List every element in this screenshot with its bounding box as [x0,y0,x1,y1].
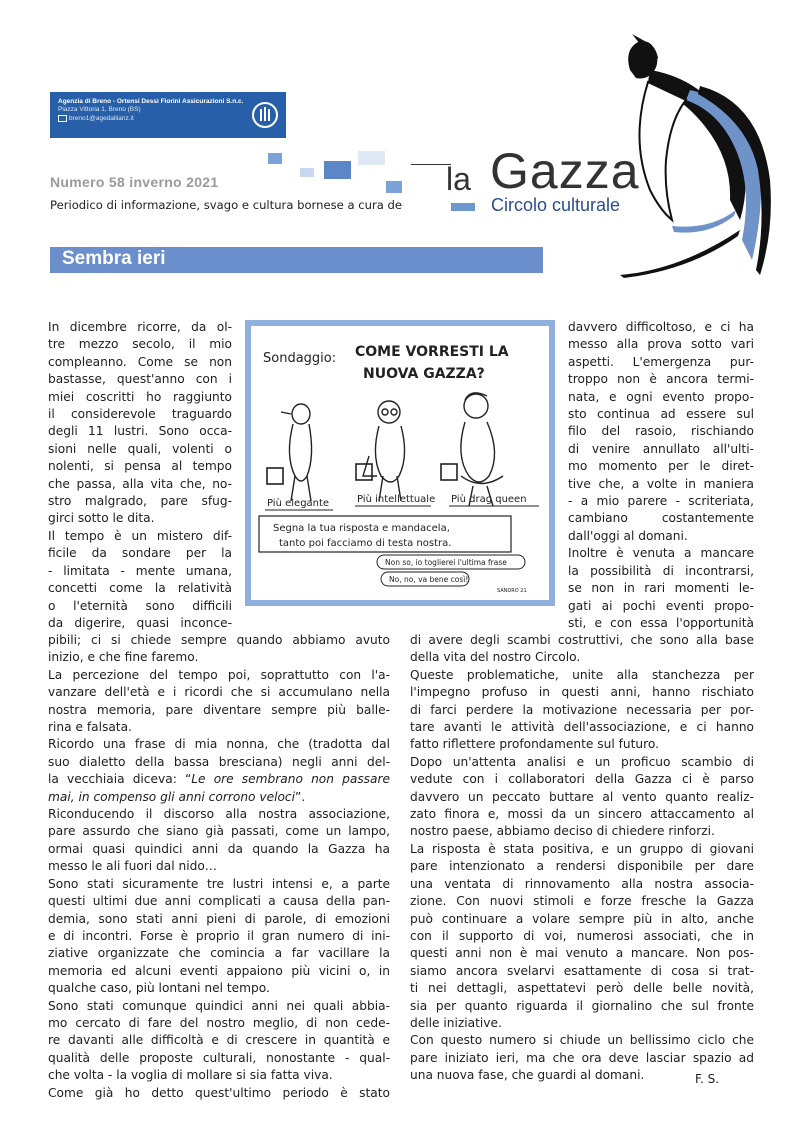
text-line: rina e falsata. [48,720,132,735]
decorative-square [358,151,385,165]
decorative-square [268,153,282,164]
text-line: Come già ho detto quest'ultimo periodo è stato [48,1085,390,1100]
text-line: zato finora e, mossi da un sincero attaccamento al [410,807,754,822]
text-line: di avere degli scambi costruttivi, che sono alla base [410,633,754,647]
text-line: nolenti, si pensa al tempo [48,459,232,474]
bubble-text-1: Non so, io toglierei l'ultima frase [385,558,507,567]
advert-address: Piazza Vittoria 1, Breno (BS) [58,106,141,113]
text-line: mo cercato di fare del nostro meglio, di non cede- [48,1015,390,1030]
text-line: girci sotto le dita. [48,511,155,526]
option-intellectual: Più intellettuale [357,494,436,505]
text-line: sia per quanto riguarda il giornalino che sul fronte [410,998,754,1013]
text-line: può continuare a volare sempre più in alto, anche [410,911,754,926]
title-dash [411,164,451,165]
text-line: inizio, e che fine faremo. [48,650,199,665]
text-line: ormai quasi quindici anni da quando la Gazza ha [48,841,390,856]
cartoon-label: Sondaggio: [263,351,337,366]
text-line: mai, in compenso gli anni corrono veloci”. [48,789,306,804]
text-line: memoria ed alcuni eventi appaiono più vicini o, in [48,963,390,978]
decorative-square [386,181,402,193]
text-line: cambiano costantemente [568,511,754,526]
text-line: la possibilità di incontrarsi, [568,563,754,578]
text-line: pare iniziato ieri, ma che ora deve lasciar spazio ad [410,1050,754,1065]
mail-icon [58,115,67,122]
checkbox-elegant [267,468,283,484]
text-line: fatto riflettere profondamente sul futuro. [410,737,659,752]
text-line: di farci perdere la motivazione necessaria per por- [410,702,754,717]
note-line-2: tanto poi facciamo di testa nostra. [279,538,452,549]
section-title-bar [50,247,543,273]
text-line: della vita del nostro Circolo. [410,650,581,665]
right-column-bottom [410,632,754,1085]
text-line: mo momento per le diret- [568,459,754,474]
text-line: ficile da sondare per la [48,546,232,561]
magpie-logo-icon [590,30,790,280]
bird-intellectual [363,401,405,501]
author-signature: F. S. [695,1072,720,1086]
note-line-1: Segna la tua risposta e mandacela, [273,523,450,534]
text-line: delle iniziative. [410,1015,502,1030]
text-line: pibili; ci si chiede sempre quando abbiamo avuto [48,633,390,647]
text-line: - a mio parere - scriteriata, [568,494,754,509]
text-line: la vecchiaia diceva: “Le ore sembrano non passare [48,772,390,787]
option-elegant: Più elegante [267,498,330,509]
text-line: Il tempo è un mistero dif- [48,528,232,543]
section-title: Sembra ieri [62,248,166,269]
text-line: gati ai pochi eventi propo- [568,598,754,613]
text-line: vanzare dell'età e i ricordi che si accumulano nella [48,685,390,700]
text-line: davvero difficoltoso, e ci ha [568,320,754,334]
text-line: demia, sono stati anni pieni di parole, di emozioni [48,911,390,926]
text-line: La risposta è stata positiva, e un gruppo di giovani [410,841,754,856]
text-line: e di incontri. Forse è proprio il gran numero di ini- [48,928,390,943]
advert-agency: Agenzia di Breno - Ortensi Dessì Fiorini Assicurazioni S.n.c. [58,98,244,105]
text-line: Sono stati sicuramente tre lustri intensi e, a parte [48,876,390,891]
text-line: nata, e ogni evento propo- [568,389,754,404]
cartoon [251,326,549,600]
allianz-logo-icon [252,102,278,128]
advert-box [50,92,286,138]
right-column-top [568,319,754,632]
text-line: vedute con i collaboratori della Gazza ci è parso [410,772,754,787]
masthead-subtitle: Periodico di informazione, svago e cultura bornese a cura de [50,198,403,212]
text-line: il considerevole traguardo [48,407,232,422]
text-line: aspetti. L'emergenza pur- [568,354,754,369]
text-line: ti nei dettagli, aspettatevi però delle belle novità, [410,981,754,996]
text-line: concetti come la relatività [48,581,232,596]
text-line: suo dialetto della bassa bresciana) negli anni del- [48,754,390,769]
text-line: sti, e con essa l'opportunità [568,615,754,630]
text-line: sto continua ad essere sul [568,407,754,422]
text-line: Con questo numero si chiude un bellissimo ciclo che [410,1033,754,1048]
bird-elegant [281,404,312,501]
text-line: davvero un peccato buttare al vento quanto realiz- [410,789,754,804]
issue-number: Numero 58 inverno 2021 [50,174,219,190]
text-line: sioni nelle quali, volenti o [48,441,232,456]
text-line: miei coscritti ho raggiunto [48,389,232,404]
option-drag-queen: Più drag queen [451,494,527,505]
title-circolo: Circolo culturale [491,195,621,215]
text-line: che volta - la voglia di mollare si sia fatta viva. [48,1068,333,1083]
text-line: se non in rari momenti le- [568,581,754,596]
cartoon-question-1: COME VORRESTI LA [355,344,509,360]
text-line: Riconducendo il discorso alla nostra associazione, [48,807,390,822]
text-line: qualità delle proposte culturali, nonostante - qual- [48,1050,390,1065]
decorative-square [300,168,314,177]
text-line: Sono stati comunque quindici anni nei quali abbia- [48,998,390,1013]
left-column-bottom [48,632,390,1102]
text-line: re davanti alle difficoltà e di crescere in quantità e [48,1033,390,1048]
text-line: troppo non è ancora termi- [568,372,754,387]
cartoon-question-2: NUOVA GAZZA? [363,366,485,382]
text-line: dall'oggi al domani. [568,528,688,543]
text-line: o l'eternità sono difficili [48,598,232,613]
text-line: tive che, a volte in maniera [568,476,754,491]
text-line: l'impegno profuso in questi anni, hanno rischiato [410,685,754,700]
decorative-square [324,161,351,179]
text-line: una ventata di rinnovamento alla nostra associa- [410,876,754,891]
text-line: In dicembre ricorre, da ol- [48,320,232,334]
text-line: pare intenzionato a rendersi disponibile per dare [410,859,754,874]
text-line: tre mezzo secolo, il mio [48,337,232,352]
text-line: con il supporto di voi, numerosi associati, che in [410,928,754,943]
text-line: Ricordo una frase di mia nonna, che (tradotta dal [48,737,390,752]
cartoon-drawing [251,326,549,600]
text-line: La percezione del tempo poi, soprattutto con l'a- [48,667,390,682]
bird-drag-queen [461,393,503,506]
text-line: questi ultimi due anni complicati a causa della pan- [48,894,390,909]
text-line: messo alla prova sotto vari [568,337,754,352]
text-line: messo le ali fuori dal nido… [48,859,217,874]
text-line: che passa, alla vita che, no- [48,476,232,491]
decorative-bar [451,203,475,211]
text-line: questi anni non è mai venuto a mancare. Non pos- [410,946,754,961]
text-line: degli 11 lustri. Sono occa- [48,424,232,439]
text-line: di venire annullato all'ulti- [568,441,754,456]
text-line: una nuova fase, che guardi al domani. [410,1068,645,1083]
cartoon-signature: SANDRO 21 [497,588,527,594]
text-line: tare avanti le attività dell'associazione, e ci hanno [410,720,754,735]
left-column-top [48,319,232,632]
checkbox-drag-queen [441,464,457,480]
text-line: ziative organizzate che comincia a far vacillare la [48,946,390,961]
text-line: - limitata - mente umana, [48,563,232,578]
cartoon-frame [245,320,555,606]
text-line: siamo ancora svelarvi esattamente di cosa si trat- [410,963,754,978]
text-line: compleanno. Come se non [48,354,232,369]
text-line: nostro paese, abbiamo deciso di chiedere rinforzi. [410,824,715,839]
bubble-text-2: No, no, va bene così! [389,575,469,584]
text-line: Dopo un'attenta analisi e un proficuo scambio di [410,754,754,769]
title-la: la [446,161,471,197]
text-line: Inoltre è venuta a mancare [568,546,754,561]
text-line: stro malgrado, pare sfug- [48,494,232,509]
text-line: Queste problematiche, unite alla stanchezza per [410,667,754,682]
text-line: da digerire, quasi inconce- [48,615,232,630]
text-line: qualche caso, più lontani nel tempo. [48,981,270,996]
text-line: bastasse, quest'anno con i [48,372,232,387]
text-line: filo del rasoio, rischiando [568,424,754,439]
title-gazza: Gazza [490,143,640,199]
text-line: nostra memoria, pare diventare sempre più balle- [48,702,390,717]
advert-email[interactable]: breno1@agedallianz.it [69,115,134,122]
text-line: zione. Con nuovi stimoli e forze fresche la Gazza [410,894,754,909]
text-line: pare assurdo che siano già passati, come un lampo, [48,824,390,839]
